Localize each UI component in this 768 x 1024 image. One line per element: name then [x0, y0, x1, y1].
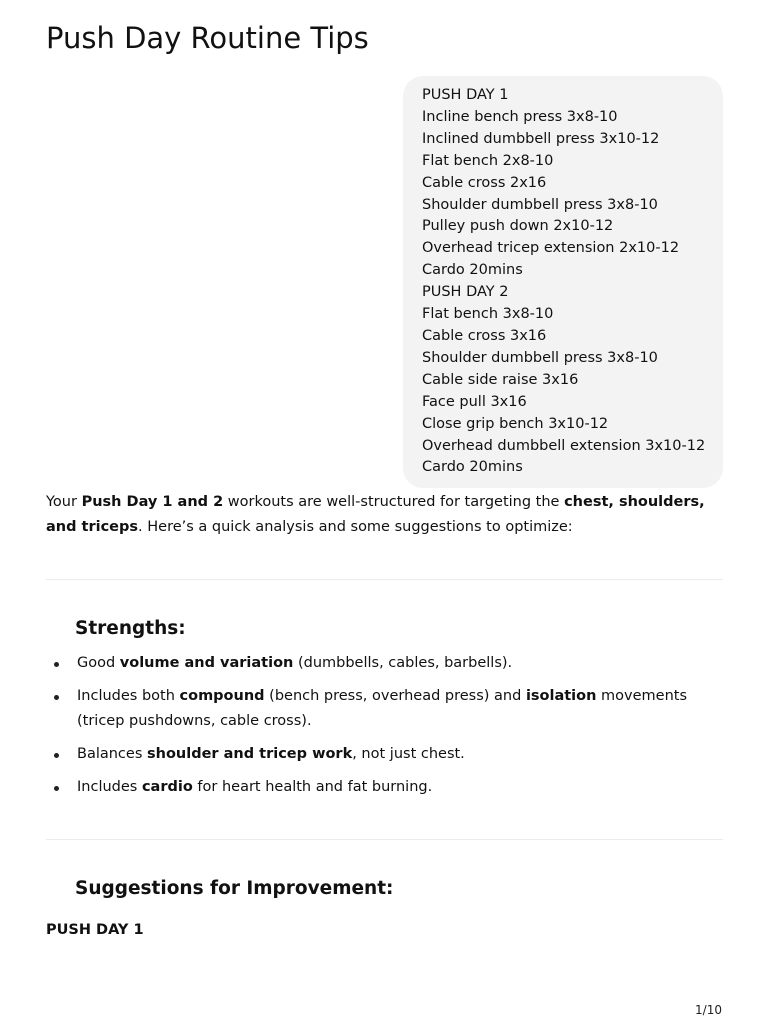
user-message-bubble: [403, 76, 723, 488]
workout-line: Flat bench 3x8-10: [422, 306, 554, 323]
workout-line: Cardo 20mins: [422, 262, 523, 279]
list-item: Good volume and variation (dumbbells, cables, barbells).: [46, 651, 706, 676]
workout-line: Inclined dumbbell press 3x10-12: [422, 130, 660, 147]
page-number: 1/10: [695, 1003, 722, 1017]
workout-line: Shoulder dumbbell press 3x8-10: [422, 349, 658, 366]
workout-line: Cable side raise 3x16: [422, 371, 579, 388]
workout-line: Pulley push down 2x10-12: [422, 218, 614, 235]
list-item: Balances shoulder and tricep work, not just chest.: [46, 742, 706, 767]
strengths-list: [46, 651, 706, 808]
section-divider: [46, 579, 723, 580]
workout-line: Cable cross 2x16: [422, 174, 547, 191]
workout-line: Cable cross 3x16: [422, 327, 547, 344]
workout-line: PUSH DAY 2: [422, 284, 509, 301]
workout-line: Close grip bench 3x10-12: [422, 415, 609, 432]
list-item: Includes both compound (bench press, overhead press) and isolation movements (tricep pushdowns, cable cross).: [46, 684, 706, 734]
section-divider: [46, 839, 723, 840]
strengths-heading: Strengths:: [75, 618, 186, 639]
workout-line: Overhead tricep extension 2x10-12: [422, 240, 680, 257]
suggestions-heading: Suggestions for Improvement:: [75, 878, 394, 899]
bullet-icon: [54, 662, 59, 667]
workout-line: Cardo 20mins: [422, 459, 523, 476]
bullet-icon: [54, 786, 59, 791]
workout-line: Shoulder dumbbell press 3x8-10: [422, 196, 658, 213]
page-title: Push Day Routine Tips: [46, 21, 369, 55]
push-day-1-subheading: PUSH DAY 1: [46, 922, 144, 938]
workout-line: Flat bench 2x8-10: [422, 152, 554, 169]
intro-paragraph: Your Push Day 1 and 2 workouts are well-structured for targeting the chest, shoulders, and triceps. Here’s a quick analysis and some suggestions to optimize:: [46, 494, 705, 535]
workout-line: Face pull 3x16: [422, 393, 527, 410]
list-item: Includes cardio for heart health and fat burning.: [46, 775, 706, 800]
bullet-icon: [54, 753, 59, 758]
workout-line: PUSH DAY 1: [422, 87, 509, 103]
workout-line: Overhead dumbbell extension 3x10-12: [422, 437, 706, 454]
bullet-icon: [54, 695, 59, 700]
workout-line: Incline bench press 3x8-10: [422, 108, 618, 125]
